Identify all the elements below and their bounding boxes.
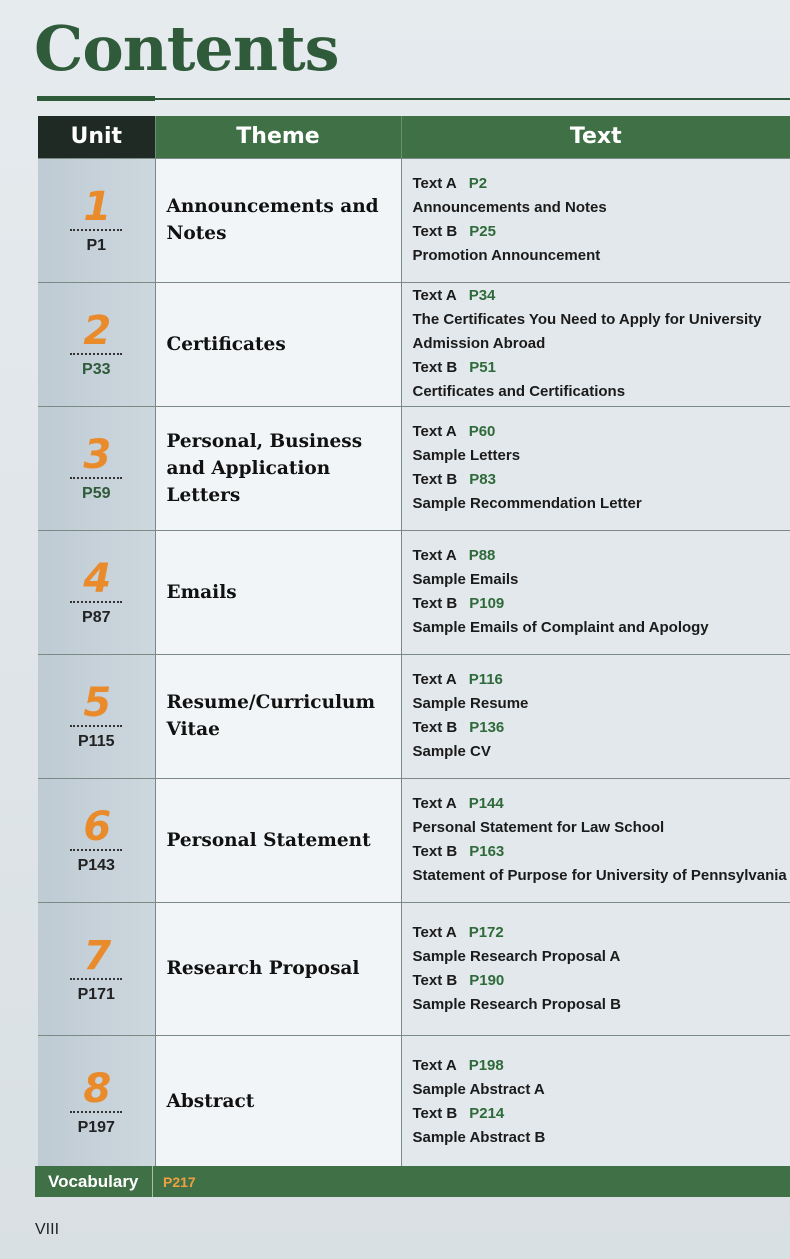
text-title: Sample Abstract A <box>412 1080 545 1098</box>
table-body <box>38 158 790 1168</box>
text-cell <box>401 1035 790 1168</box>
unit-number: 7 <box>83 932 110 979</box>
theme-cell <box>155 654 401 778</box>
theme-label: Emails <box>166 581 237 603</box>
text-title: The Certificates You Need to Apply for University <box>412 311 762 328</box>
page-title: Contents <box>34 12 339 85</box>
table-row <box>38 778 790 902</box>
text-ref <box>413 172 790 196</box>
unit-page: P1 <box>86 237 107 254</box>
text-ref-label: Text A <box>412 795 457 812</box>
unit-number: 5 <box>83 680 110 726</box>
text-title: Admission Abroad <box>412 335 546 352</box>
text-cell <box>401 530 790 654</box>
text-ref <box>413 1054 790 1078</box>
table-row <box>38 654 790 778</box>
theme-label: Research Proposal <box>166 958 360 979</box>
theme-label: Abstract <box>166 1091 255 1112</box>
unit-cell <box>38 654 155 778</box>
text-ref <box>413 220 790 244</box>
text-ref <box>413 592 790 616</box>
text-ref <box>413 468 790 492</box>
text-ref-label: Text B <box>412 1104 458 1122</box>
text-ref <box>413 544 790 568</box>
theme-label: Certificates <box>166 333 286 355</box>
text-ref-page: P136 <box>469 719 505 736</box>
vocabulary-bar <box>35 1166 790 1197</box>
text-ref-page: P214 <box>469 1104 505 1122</box>
text-ref-label: Text A <box>412 175 457 192</box>
theme-cell <box>155 530 401 654</box>
unit-page: P87 <box>82 609 111 626</box>
text-ref-label: Text A <box>412 1056 457 1074</box>
text-ref <box>413 420 790 444</box>
title-underline <box>37 98 790 100</box>
unit-cell <box>38 406 155 530</box>
unit-number: 2 <box>83 308 110 354</box>
unit-cell <box>38 282 155 406</box>
text-ref <box>413 668 790 692</box>
unit-cell <box>38 158 155 282</box>
theme-cell <box>155 902 401 1035</box>
text-ref <box>413 356 790 380</box>
theme-cell <box>155 158 401 282</box>
theme-cell <box>155 282 401 406</box>
table-header-row <box>38 116 790 158</box>
unit-page: P115 <box>78 733 115 750</box>
header-unit: Unit <box>38 116 155 158</box>
text-title: Sample Research Proposal B <box>412 995 621 1013</box>
text-ref-label: Text B <box>412 971 458 989</box>
text-ref-label: Text A <box>412 423 457 440</box>
unit-cell <box>38 778 155 902</box>
unit-cell <box>38 902 155 1035</box>
text-ref <box>413 840 790 864</box>
text-title: Sample Emails of Complaint and Apology <box>412 619 709 636</box>
text-ref-page: P116 <box>468 671 503 688</box>
text-cell <box>401 778 790 902</box>
text-cell <box>401 406 790 530</box>
text-ref-page: P34 <box>468 287 496 304</box>
theme-label: Resume/Curriculum Vitae <box>166 692 376 740</box>
text-title: Sample Abstract B <box>412 1128 546 1146</box>
theme-cell <box>155 778 401 902</box>
unit-page: P171 <box>77 985 115 1003</box>
unit-page: P59 <box>82 485 111 502</box>
text-title: Sample Resume <box>412 695 529 712</box>
text-cell <box>401 902 790 1035</box>
text-ref <box>413 969 790 993</box>
contents-table <box>38 116 790 1169</box>
page-number: VIII <box>35 1221 60 1238</box>
text-ref-page: P83 <box>469 471 496 488</box>
unit-number: 3 <box>83 432 110 478</box>
text-ref-page: P2 <box>468 175 488 192</box>
text-cell <box>401 282 790 406</box>
text-ref-label: Text A <box>412 923 457 941</box>
text-ref-page: P51 <box>469 359 496 376</box>
text-title: Sample Emails <box>412 571 519 588</box>
vocabulary-page: P217 <box>163 1173 196 1190</box>
theme-cell <box>155 1035 401 1168</box>
theme-label: Personal Statement <box>166 829 371 851</box>
text-ref-page: P144 <box>468 795 504 812</box>
text-title: Personal Statement for Law School <box>412 819 665 836</box>
text-title: Announcements and Notes <box>412 199 607 216</box>
text-ref-label: Text B <box>412 223 458 240</box>
text-ref-page: P190 <box>469 971 505 989</box>
text-ref-page: P109 <box>469 595 505 612</box>
text-ref-page: P25 <box>469 223 496 240</box>
unit-number: 6 <box>83 804 110 850</box>
unit-number: 4 <box>83 556 110 602</box>
text-ref-page: P163 <box>469 843 505 860</box>
text-ref-label: Text B <box>412 595 458 612</box>
theme-label: Personal, Business and Application Letters <box>166 430 363 506</box>
text-ref-page: P198 <box>468 1056 504 1074</box>
text-title: Sample Recommendation Letter <box>412 495 642 512</box>
text-ref-label: Text B <box>412 359 458 376</box>
unit-page: P143 <box>77 857 115 874</box>
table-row <box>38 158 790 282</box>
text-ref-label: Text A <box>412 547 457 564</box>
theme-label: Announcements and Notes <box>166 196 379 244</box>
text-cell <box>401 158 790 282</box>
text-title: Sample Letters <box>412 447 521 464</box>
text-ref-page: P172 <box>468 923 504 941</box>
unit-number: 8 <box>83 1065 110 1112</box>
text-ref-label: Text A <box>412 671 457 688</box>
header-theme: Theme <box>155 116 401 158</box>
unit-page: P197 <box>77 1118 115 1136</box>
vocabulary-label: Vocabulary <box>35 1166 153 1197</box>
table-row <box>38 406 790 530</box>
unit-number: 1 <box>83 184 110 230</box>
text-ref-label: Text A <box>412 287 457 304</box>
text-title: Certificates and Certifications <box>412 383 626 400</box>
unit-cell <box>38 530 155 654</box>
text-ref <box>413 1102 790 1126</box>
table-row <box>38 902 790 1035</box>
text-cell <box>401 654 790 778</box>
unit-page: P33 <box>82 361 111 378</box>
text-ref <box>413 792 790 816</box>
text-ref <box>413 284 790 308</box>
text-ref-label: Text B <box>412 471 458 488</box>
table-row <box>38 530 790 654</box>
text-title: Statement of Purpose for University of Pennsylvania <box>412 867 787 884</box>
text-ref <box>413 921 790 945</box>
unit-cell <box>38 1035 155 1168</box>
text-title: Sample CV <box>412 743 491 760</box>
text-title: Promotion Announcement <box>412 247 601 264</box>
table-row <box>38 1035 790 1168</box>
theme-cell <box>155 406 401 530</box>
table-row <box>38 282 790 406</box>
text-ref-label: Text B <box>412 843 458 860</box>
text-title: Sample Research Proposal A <box>412 947 621 965</box>
text-ref <box>413 716 790 740</box>
text-ref-page: P88 <box>468 547 496 564</box>
header-text: Text <box>401 116 790 158</box>
text-ref-label: Text B <box>412 719 458 736</box>
text-ref-page: P60 <box>468 423 496 440</box>
